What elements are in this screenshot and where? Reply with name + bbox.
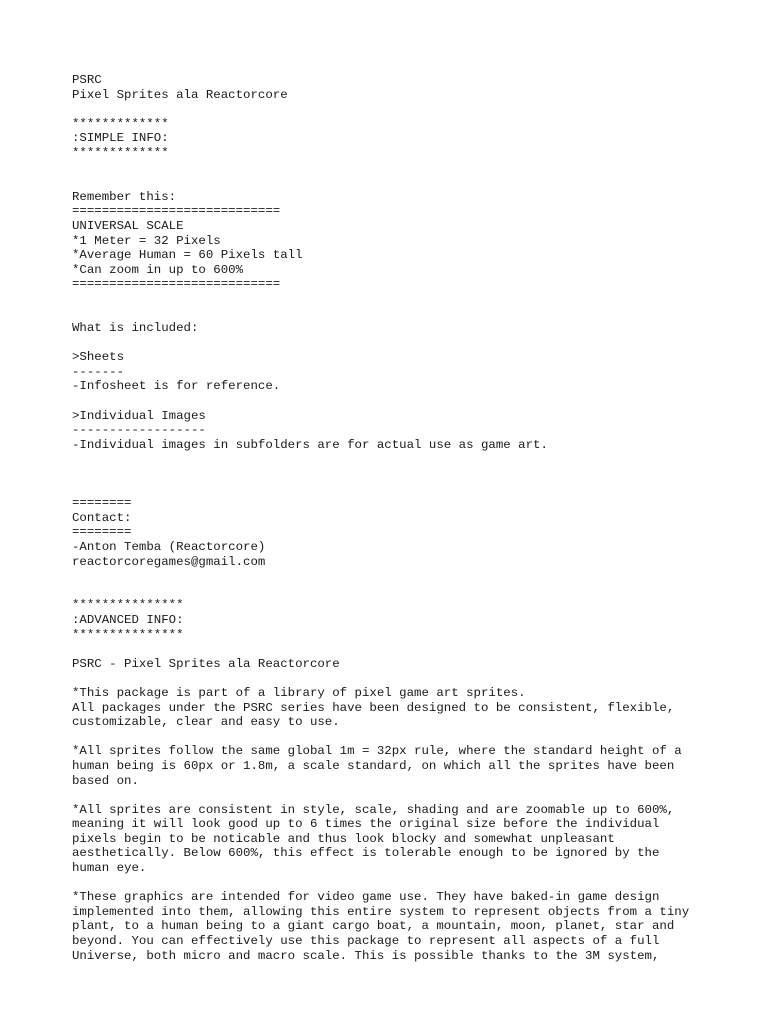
paragraph-line: customizable, clear and easy to use. [72,715,340,730]
scale-rule-bottom: ============================ [72,277,281,292]
contact-section [72,496,732,569]
sheets-rule: ------- [72,364,125,379]
paragraph-zoom [72,803,732,876]
advanced-info-heading [72,598,732,642]
advanced-info-rule-top: *************** [72,598,184,613]
advanced-info-rule-bottom: *************** [72,627,184,642]
contact-title: Contact: [72,510,132,525]
advanced-info-title: :ADVANCED INFO: [72,612,184,627]
paragraph-line: beyond. You can effectively use this package to represent all aspects of a full [72,934,660,949]
individual-images-section [72,409,732,453]
header-full-title: Pixel Sprites ala Reactorcore [72,87,288,102]
simple-info-rule-top: ************* [72,116,169,131]
simple-info-rule-bottom: ************* [72,145,169,160]
remember-intro: Remember this: [72,189,177,204]
images-rule: ------------------ [72,423,206,438]
paragraph-line: based on. [72,773,139,788]
document-page [72,73,732,978]
paragraph-line: plant, to a human being to a giant cargo boat, a mountain, moon, planet, star and [72,919,675,934]
body-heading: PSRC - Pixel Sprites ala Reactorcore [72,656,340,671]
paragraph-line: human being is 60px or 1.8m, a scale standard, on which all the sprites have been [72,758,675,773]
paragraph-line: implemented into them, allowing this entire system to represent objects from a tiny [72,904,690,919]
paragraph-line: *All sprites are consistent in style, scale, shading and are zoomable up to 600%, [72,802,675,817]
included-title: What is included: [72,321,199,336]
contact-email: reactorcoregames@gmail.com [72,554,266,569]
body-heading-block [72,657,732,672]
sheets-section [72,350,732,394]
paragraph-line: Universe, both micro and macro scale. This is possible thanks to the 3M system, [72,948,660,963]
paragraph-line: meaning it will look good up to 6 times the original size before the individual [72,817,660,832]
paragraph-line: pixels begin to be noticable and thus look blocky and somewhat unpleasant [72,831,615,846]
contact-rule-top: ======== [72,496,132,511]
scale-item: *1 Meter = 32 Pixels [72,233,221,248]
scale-rule-top: ============================ [72,204,281,219]
simple-info-title: :SIMPLE INFO: [72,131,169,146]
document-header [72,73,732,102]
contact-rule-bottom: ======== [72,525,132,540]
paragraph-line: human eye. [72,861,147,876]
sheets-text: -Infosheet is for reference. [72,379,281,394]
paragraph-line: *This package is part of a library of pixel game art sprites. [72,685,526,700]
sheets-heading: >Sheets [72,350,125,365]
paragraph-line: aesthetically. Below 600%, this effect is tolerable enough to be ignored by the [72,846,660,861]
scale-item: *Average Human = 60 Pixels tall [72,248,303,263]
images-text: -Individual images in subfolders are for actual use as game art. [72,437,548,452]
paragraph-line: All packages under the PSRC series have been designed to be consistent, flexible, [72,700,675,715]
simple-info-heading [72,117,732,161]
paragraph-line: *These graphics are intended for video game use. They have baked-in game design [72,890,660,905]
paragraph-game-use [72,890,732,963]
images-heading: >Individual Images [72,408,206,423]
header-short-title: PSRC [72,73,102,87]
paragraph-line: *All sprites follow the same global 1m = 32px rule, where the standard height of a [72,744,682,759]
paragraph-scale-rule [72,744,732,788]
scale-item: *Can zoom in up to 600% [72,262,244,277]
paragraph-library [72,686,732,730]
included-title-block [72,321,732,336]
contact-name: -Anton Temba (Reactorcore) [72,540,266,555]
universal-scale-box [72,190,732,292]
scale-heading: UNIVERSAL SCALE [72,218,184,233]
